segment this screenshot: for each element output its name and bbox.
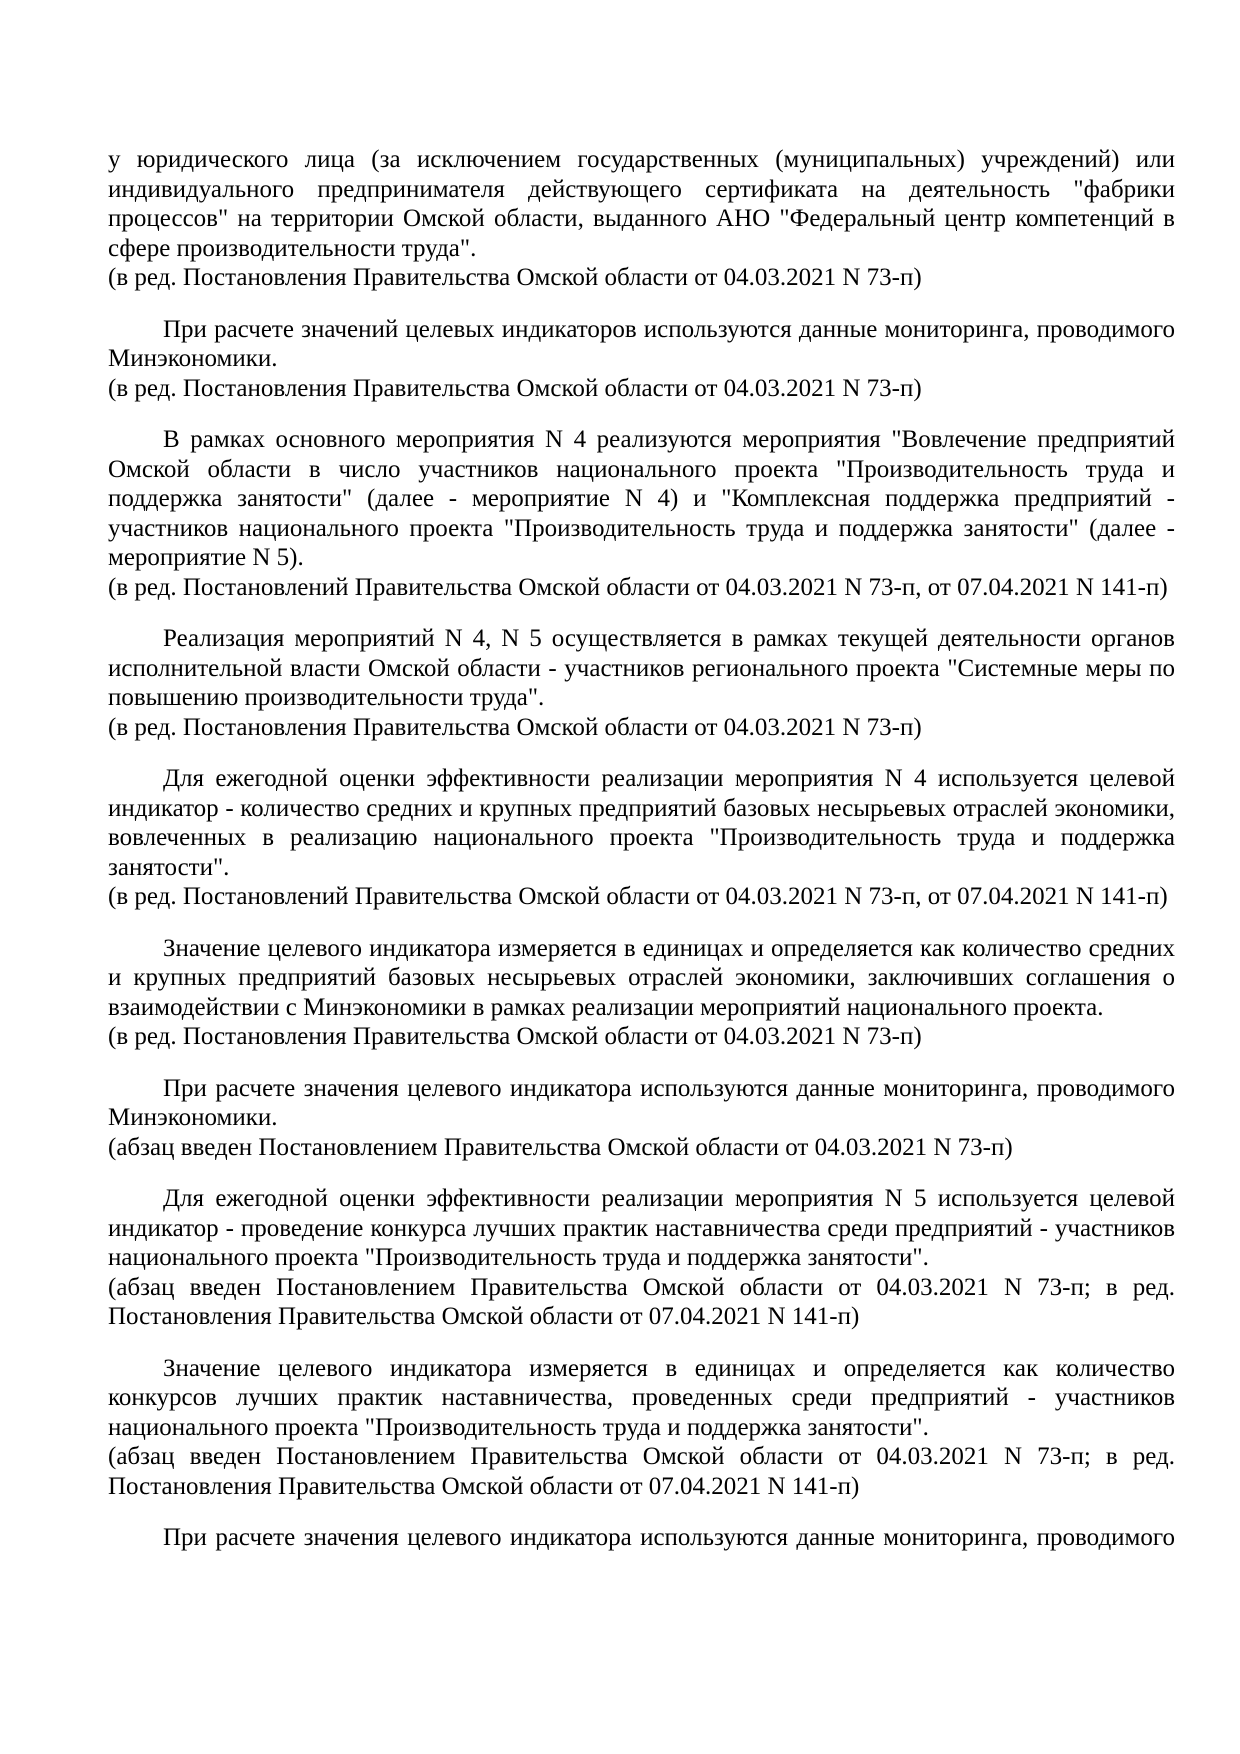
body-paragraph: При расчете значения целевого индикатора используются данные мониторинга, проводимого [163, 1524, 1175, 1551]
amendment-note: (в ред. Постановления Правительства Омской области от 04.03.2021 N 73-п) [108, 713, 922, 741]
body-paragraph: Значение целевого индикатора измеряется в единицах и определяется как количество средних и крупных предприятий базовых несырьевых отраслей экономики, заключивших соглашения о взаимодействии с Минэкономики в рамках реализации мероприятий национального проекта. [108, 934, 1175, 1021]
body-paragraph: При расчете значений целевых индикаторов используются данные мониторинга, проводимого Минэкономики. [108, 315, 1175, 372]
body-paragraph: Реализация мероприятий N 4, N 5 осуществляется в рамках текущей деятельности органов исполнительной власти Омской области - участников регионального проекта "Системные меры по повышению производительности труда". [108, 625, 1175, 711]
amendment-note: (абзац введен Постановлением Правительства Омской области от 04.03.2021 N 73-п; в ред. Постановления Правительства Омской области от 07.04.2021 N 141-п) [108, 1273, 1175, 1330]
body-paragraph: у юридического лица (за исключением государственных (муниципальных) учреждений) или индивидуального предпринимателя действующего сертификата на деятельность "фабрики процессов" на территории Омской области, выданного АНО "Федеральный центр компетенций в сфере производительности труда". [108, 146, 1175, 262]
body-paragraph: Для ежегодной оценки эффективности реализации мероприятия N 5 используется целевой индикатор - проведение конкурса лучших практик наставничества среди предприятий - участников национального проекта "Производительность труда и поддержка занятости". [108, 1185, 1175, 1271]
amendment-note: (абзац введен Постановлением Правительства Омской области от 04.03.2021 N 73-п; в ред. Постановления Правительства Омской области от 07.04.2021 N 141-п) [108, 1443, 1175, 1500]
amendment-note: (в ред. Постановления Правительства Омской области от 04.03.2021 N 73-п) [108, 264, 922, 291]
amendment-note: (в ред. Постановления Правительства Омской области от 04.03.2021 N 73-п) [108, 1023, 922, 1050]
body-paragraph: Для ежегодной оценки эффективности реализации мероприятия N 4 используется целевой индикатор - количество средних и крупных предприятий базовых несырьевых отраслей экономики, вовлеченных в реализацию национального проекта "Производительность труда и поддержка занятости". [108, 765, 1175, 881]
body-paragraph: В рамках основного мероприятия N 4 реализуются мероприятия "Вовлечение предприятий Омской области в число участников национального проекта "Производительность труда и поддержка занятости" (далее - мероприятие N 4) и "Комплексная поддержка предприятий - участников национального проекта "Производительность труда и поддержка занятости" (далее - мероприятие N 5). [108, 426, 1175, 571]
amendment-note: (в ред. Постановления Правительства Омской области от 04.03.2021 N 73-п) [108, 374, 922, 402]
body-paragraph: Значение целевого индикатора измеряется в единицах и определяется как количество конкурсов лучших практик наставничества, проведенных среди предприятий - участников национального проекта "Производительность труда и поддержка занятости". [108, 1354, 1175, 1441]
body-paragraph: При расчете значения целевого индикатора используются данные мониторинга, проводимого Минэкономики. [108, 1074, 1175, 1131]
amendment-note: (в ред. Постановлений Правительства Омской области от 04.03.2021 N 73-п, от 07.04.2021 N 141-п) [108, 883, 1168, 910]
amendment-note: (в ред. Постановлений Правительства Омской области от 04.03.2021 N 73-п, от 07.04.2021 N 141-п) [108, 573, 1168, 601]
amendment-note: (абзац введен Постановлением Правительства Омской области от 04.03.2021 N 73-п) [108, 1133, 1013, 1161]
